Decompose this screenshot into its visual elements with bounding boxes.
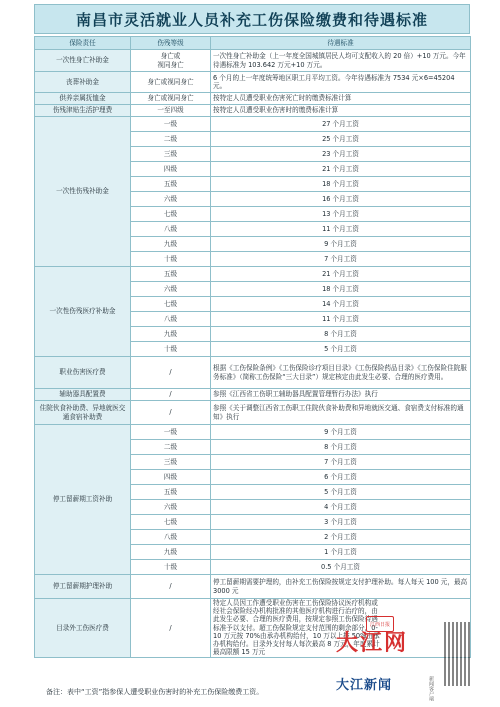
table-row <box>35 357 471 389</box>
disability-standard: 27 个月工资 <box>211 117 471 132</box>
medical-once-level: 十级 <box>131 342 211 357</box>
table-row <box>35 72 471 93</box>
food-travel-responsibility: 住院伙食补助费、异地就医交通食宿补助费 <box>35 401 131 425</box>
medical-once-responsibility: 一次性伤残医疗补助金 <box>35 267 131 357</box>
wage-pay-standard: 3 个月工资 <box>211 515 471 530</box>
dependents-standard: 按特定人员遭受职业伤害死亡时的缴费标准计算 <box>211 93 471 105</box>
disability-standard: 11 个月工资 <box>211 222 471 237</box>
wage-pay-standard: 9 个月工资 <box>211 425 471 440</box>
disability-level: 二级 <box>131 132 211 147</box>
food-travel-standard: 参照《关于调整江西省工伤职工住院伙食补助费和异地就医交通、食宿费支付标准的通知》执行 <box>211 401 471 425</box>
medical-once-level: 八级 <box>131 312 211 327</box>
table-row <box>35 117 471 132</box>
brand-logo-text: 大江网 <box>336 630 409 656</box>
medical-once-standard: 5 个月工资 <box>211 342 471 357</box>
brand-subtitle: 大江新闻 <box>336 678 393 693</box>
page-title: 南昌市灵活就业人员补充工伤保险缴费和待遇标准 <box>34 4 470 34</box>
devices-responsibility: 辅助器具配置费 <box>35 389 131 401</box>
disability-level: 九级 <box>131 237 211 252</box>
nursing-responsibility: 停工留薪期护理补助 <box>35 575 131 599</box>
table-header-row <box>35 37 471 50</box>
disability-level: 八级 <box>131 222 211 237</box>
devices-level: / <box>131 389 211 401</box>
wage-pay-level: 四级 <box>131 470 211 485</box>
wage-pay-level: 八级 <box>131 530 211 545</box>
wage-pay-level: 二级 <box>131 440 211 455</box>
disability-standard: 7 个月工资 <box>211 252 471 267</box>
death-standard: 一次性身亡补助金（上一年度全国城镇居民人均可支配收入的 20 倍）+10 万元。今年待遇标准为 103.642 万元+10 万元。 <box>211 50 471 72</box>
wage-pay-standard: 5 个月工资 <box>211 485 471 500</box>
disability-level: 三级 <box>131 147 211 162</box>
wage-pay-level: 五级 <box>131 485 211 500</box>
wage-pay-level: 十级 <box>131 560 211 575</box>
table-row <box>35 50 471 72</box>
disability-standard: 25 个月工资 <box>211 132 471 147</box>
dependents-level: 身亡或视同身亡 <box>131 93 211 105</box>
wage-pay-standard: 6 个月工资 <box>211 470 471 485</box>
nursing-level: / <box>131 575 211 599</box>
wage-pay-standard: 7 个月工资 <box>211 455 471 470</box>
seal-stamp: 江西日报 <box>366 616 394 632</box>
outside-standard: 特定人员因工作遭受职业伤害在工伤保险协议医疗机构或经社会保险经办机构批准的其他医疗机构进行治疗的，由此发生必要、合理的医疗费用，按规定参照工伤保险待遇标准予以支付。超工伤保险规定支付范围的剩余部分，0-10 万元按 70%由承办机构给付，10 万以上按 50%由承办机构给付。目录外支付每人每次最高 8 万元，年度累计最高限额 15 万元 <box>211 599 471 658</box>
medical-standard: 根据《工伤保险条例》《工伤保险诊疗项目目录》《工伤保险药品目录》《工伤保险住院服务标准》（简称工伤保险“三大目录”）规定核定由此发生必要、合理的医疗费用。 <box>211 357 471 389</box>
benefit-table <box>34 36 471 658</box>
disability-standard: 18 个月工资 <box>211 177 471 192</box>
medical-once-level: 九级 <box>131 327 211 342</box>
devices-standard: 参照《江西省工伤职工辅助器具配置管理暂行办法》执行 <box>211 389 471 401</box>
disability-standard: 23 个月工资 <box>211 147 471 162</box>
wage-pay-level: 六级 <box>131 500 211 515</box>
death-responsibility: 一次性身亡补助金 <box>35 50 131 72</box>
wage-pay-standard: 4 个月工资 <box>211 500 471 515</box>
death-level: 身亡或 视同身亡 <box>131 50 211 72</box>
medical-once-level: 六级 <box>131 282 211 297</box>
watermark-logo <box>336 612 466 702</box>
medical-once-standard: 21 个月工资 <box>211 267 471 282</box>
funeral-level: 身亡或视同身亡 <box>131 72 211 93</box>
table-row <box>35 105 471 117</box>
wage-pay-standard: 8 个月工资 <box>211 440 471 455</box>
table-row <box>35 575 471 599</box>
medical-once-standard: 14 个月工资 <box>211 297 471 312</box>
wage-pay-responsibility: 停工留薪期工资补助 <box>35 425 131 575</box>
funeral-standard: 6 个月的上一年度统筹地区职工月平均工资。今年待遇标准为 7534 元×6=45204 元。 <box>211 72 471 93</box>
medical-level: / <box>131 357 211 389</box>
header-responsibility: 保险责任 <box>35 37 131 50</box>
wage-pay-standard: 2 个月工资 <box>211 530 471 545</box>
disability-standard: 13 个月工资 <box>211 207 471 222</box>
wage-pay-standard: 0.5 个月工资 <box>211 560 471 575</box>
medical-responsibility: 职业伤害医疗费 <box>35 357 131 389</box>
wage-pay-level: 九级 <box>131 545 211 560</box>
disability-standard: 9 个月工资 <box>211 237 471 252</box>
disability-level: 七级 <box>131 207 211 222</box>
living-care-standard: 按特定人员遭受职业伤害时的缴费标准计算 <box>211 105 471 117</box>
table-row <box>35 93 471 105</box>
disability-level: 一级 <box>131 117 211 132</box>
medical-once-standard: 11 个月工资 <box>211 312 471 327</box>
disability-level: 五级 <box>131 177 211 192</box>
disability-standard: 16 个月工资 <box>211 192 471 207</box>
disability-standard: 21 个月工资 <box>211 162 471 177</box>
living-care-level: 一至四级 <box>131 105 211 117</box>
medical-once-standard: 8 个月工资 <box>211 327 471 342</box>
disability-level: 四级 <box>131 162 211 177</box>
wage-pay-level: 三级 <box>131 455 211 470</box>
table-row <box>35 267 471 282</box>
qr-code-icon <box>444 622 470 686</box>
header-standard: 待遇标准 <box>211 37 471 50</box>
footnote: 备注：表中“工资”指参保人遭受职业伤害时的补充工伤保险缴费工资。 <box>46 688 264 696</box>
table-row <box>35 389 471 401</box>
food-travel-level: / <box>131 401 211 425</box>
medical-once-standard: 18 个月工资 <box>211 282 471 297</box>
disability-level: 十级 <box>131 252 211 267</box>
medical-once-level: 五级 <box>131 267 211 282</box>
outside-responsibility: 目录外工伤医疗费 <box>35 599 131 658</box>
wage-pay-standard: 1 个月工资 <box>211 545 471 560</box>
disability-level: 六级 <box>131 192 211 207</box>
living-care-responsibility: 伤残津贴生活护理费 <box>35 105 131 117</box>
nursing-standard: 停工留薪期需要护理的，由补充工伤保险按规定支付护理补助。每人每天 100 元，最高 3000 元 <box>211 575 471 599</box>
dependents-responsibility: 供养亲属抚恤金 <box>35 93 131 105</box>
disability-responsibility: 一次性伤残补助金 <box>35 117 131 267</box>
wage-pay-level: 七级 <box>131 515 211 530</box>
header-level: 伤残等级 <box>131 37 211 50</box>
outside-level: / <box>131 599 211 658</box>
table-row <box>35 425 471 440</box>
table-row <box>35 401 471 425</box>
brand-side-label: 新闻客户端 <box>428 676 434 701</box>
wage-pay-level: 一级 <box>131 425 211 440</box>
medical-once-level: 七级 <box>131 297 211 312</box>
funeral-responsibility: 丧葬补助金 <box>35 72 131 93</box>
